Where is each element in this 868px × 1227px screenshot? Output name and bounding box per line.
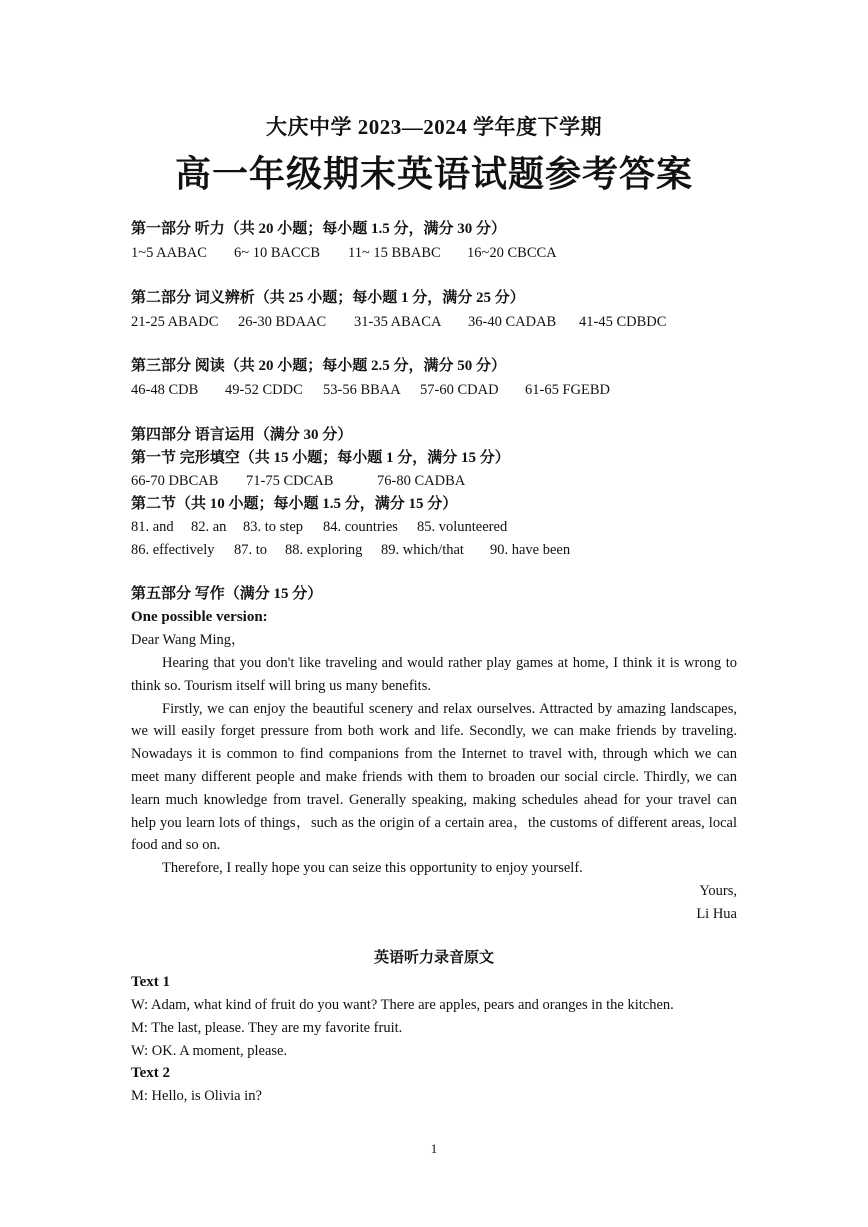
answer-group: 76-80 CADBA [377, 473, 466, 489]
exam-subtitle: 大庆中学 2023—2024 学年度下学期 [266, 115, 602, 139]
transcript-title: 英语听力录音原文 [373, 950, 494, 966]
answer-item: 90. have been [490, 542, 571, 558]
answer-group: 66-70 DBCAB [131, 473, 219, 489]
letter-paragraph: Hearing that you don't like traveling and would rather play games at home, I think it is wrong to think so. Tourism itself will bring us many benefits. [131, 655, 737, 694]
answer-item: 86. effectively [131, 542, 215, 558]
letter-body [131, 652, 737, 880]
answer-item: 84. countries [323, 519, 398, 535]
text1-label: Text 1 [131, 974, 171, 990]
answer-item: 85. volunteered [417, 519, 508, 535]
part3-answers [131, 383, 737, 399]
letter-closing: Yours, [699, 883, 737, 899]
transcript-line: W: Adam, what kind of fruit do you want? There are apples, pears and oranges in the kitchen. [131, 997, 674, 1013]
answer-group: 53-56 BBAA [323, 382, 401, 398]
letter-paragraph: Firstly, we can enjoy the beautiful scenery and relax ourselves. Attracted by amazing landscapes, we will easily forget pressure from both work and life. Secondly, we can make friends by traveling. Nowadays it is common to find companions from the Internet to travel with, through which we can meet many different people and make friends with them to broaden our social circle. Thirdly, we can learn much knowledge from travel. Generally speaking, making schedules ahead for your travel can help you learn lots of things，such as the origin of a certain area，the customs of different areas, local food and so on. [131, 700, 737, 854]
answer-group: 31-35 ABACA [354, 314, 442, 330]
exam-title: 高一年级期末英语试题参考答案 [174, 154, 693, 194]
version-label: One possible version: [131, 609, 268, 625]
part4-section2-row1 [131, 520, 737, 536]
part2-heading: 第二部分 词义辨析（共 25 小题；每小题 1 分，满分 25 分） [131, 290, 525, 306]
answer-group: 6~ 10 BACCB [234, 245, 321, 261]
transcript-line: M: The last, please. They are my favorite fruit. [131, 1020, 403, 1036]
part4-section2-heading: 第二节（共 10 小题；每小题 1.5 分，满分 15 分） [131, 496, 458, 512]
answer-item: 81. and [131, 519, 174, 535]
answer-item: 89. which/that [381, 542, 464, 558]
answer-item: 87. to [234, 542, 268, 558]
part3-heading: 第三部分 阅读（共 20 小题；每小题 2.5 分，满分 50 分） [131, 358, 507, 374]
part4-section2-row2 [131, 543, 737, 559]
answer-item: 83. to step [243, 519, 304, 535]
answer-item: 82. an [191, 519, 227, 535]
answer-item: 88. exploring [285, 542, 363, 558]
part2-answers [131, 315, 737, 331]
part1-answers [131, 246, 737, 262]
answer-group: 16~20 CBCCA [467, 245, 557, 261]
answer-group: 61-65 FGEBD [525, 382, 610, 398]
answer-group: 36-40 CADAB [468, 314, 557, 330]
letter-signature: Li Hua [696, 906, 737, 922]
answer-group: 1~5 AABAC [131, 245, 207, 261]
letter-paragraph: Therefore, I really hope you can seize this opportunity to enjoy yourself. [162, 860, 583, 877]
part4-section1-answers [131, 474, 737, 490]
text2-label: Text 2 [131, 1065, 171, 1081]
answer-group: 41-45 CDBDC [579, 314, 667, 330]
answer-group: 21-25 ABADC [131, 314, 219, 330]
letter-greeting: Dear Wang Ming， [131, 632, 246, 648]
transcript-line: M: Hello, is Olivia in? [131, 1088, 262, 1104]
answer-group: 49-52 CDDC [225, 382, 303, 398]
part4-heading: 第四部分 语言运用（满分 30 分） [131, 427, 353, 443]
answer-group: 71-75 CDCAB [246, 473, 334, 489]
part1-heading: 第一部分 听力（共 20 小题；每小题 1.5 分，满分 30 分） [131, 221, 507, 237]
answer-group: 57-60 CDAD [420, 382, 499, 398]
part4-section1-heading: 第一节 完形填空（共 15 小题；每小题 1 分，满分 15 分） [131, 450, 510, 466]
answer-group: 46-48 CDB [131, 382, 199, 398]
transcript-line: W: OK. A moment, please. [131, 1043, 288, 1059]
answer-group: 11~ 15 BBABC [348, 245, 441, 261]
part5-heading: 第五部分 写作（满分 15 分） [131, 586, 323, 602]
answer-group: 26-30 BDAAC [238, 314, 327, 330]
page-number: 1 [430, 1141, 438, 1156]
